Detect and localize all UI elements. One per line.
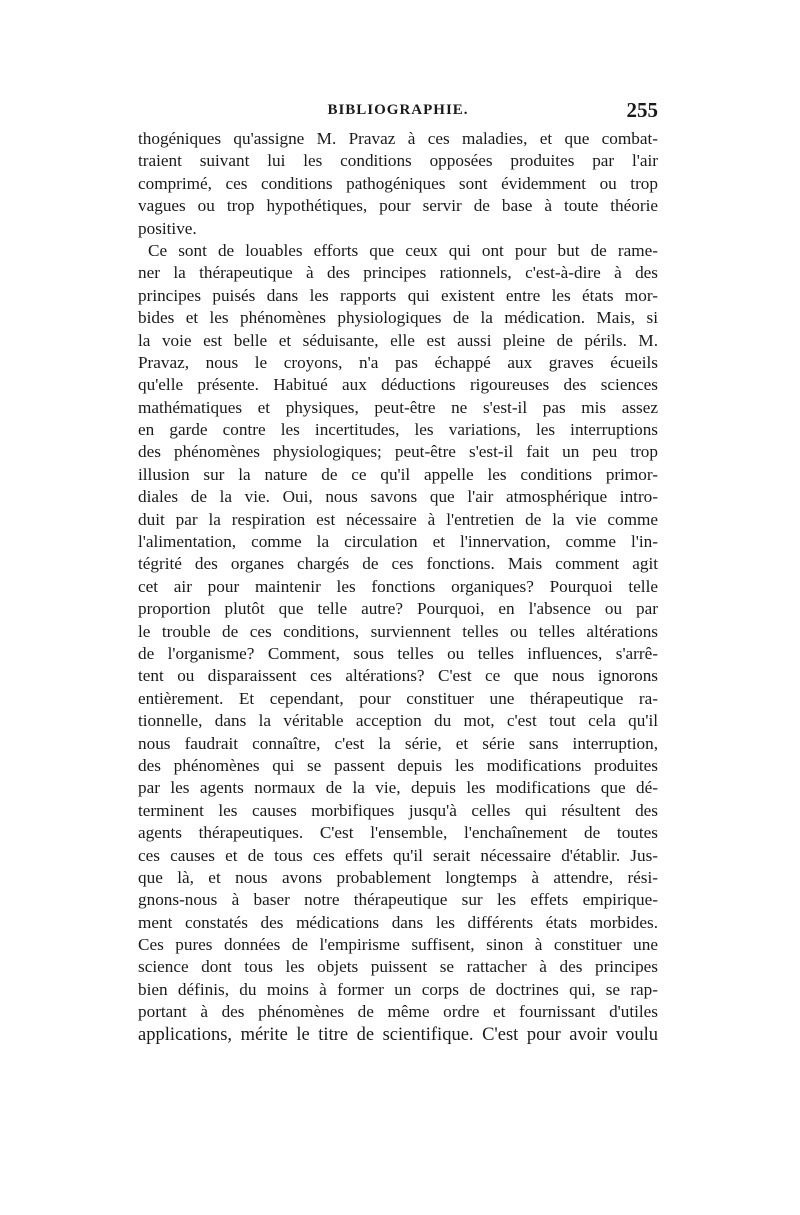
- text-line: tégrité des organes chargés de ces fonctions. Mais comment agit: [138, 554, 658, 574]
- text-line: Pravaz, nous le croyons, n'a pas échappé aux graves écueils: [138, 352, 658, 372]
- text-line: que là, et nous avons probablement longtemps à attendre, rési-: [138, 867, 658, 887]
- text-line: portant à des phénomènes de même ordre et fournissant d'utiles: [138, 1002, 658, 1022]
- text-line: par les agents normaux de la vie, depuis les modifications que dé-: [138, 778, 658, 798]
- book-page: [138, 98, 658, 1046]
- text-line: Ce sont de louables efforts que ceux qui ont pour but de rame-: [148, 240, 658, 260]
- text-line: comprimé, ces conditions pathogéniques sont évidemment ou trop: [138, 173, 658, 193]
- text-line: applications, mérite le titre de scientifique. C'est pour avoir voulu: [138, 1024, 658, 1045]
- text-line: nous faudrait connaître, c'est la série, et série sans interruption,: [138, 733, 658, 753]
- text-line: ment constatés des médications dans les différents états morbides.: [138, 912, 658, 932]
- text-line: bides et les phénomènes physiologiques de la médication. Mais, si: [138, 308, 658, 328]
- text-line: vagues ou trop hypothétiques, pour servir de base à toute théorie: [138, 196, 658, 216]
- text-line: en garde contre les incertitudes, les variations, les interruptions: [138, 420, 658, 440]
- text-line: tionnelle, dans la véritable acception du mot, c'est tout cela qu'il: [138, 711, 658, 731]
- text-line: diales de la vie. Oui, nous savons que l'air atmosphérique intro-: [138, 487, 658, 507]
- text-line: des phénomènes physiologiques; peut-être s'est-il fait un peu trop: [138, 442, 658, 462]
- text-line: illusion sur la nature de ce qu'il appelle les conditions primor-: [138, 464, 658, 484]
- running-title: BIBLIOGRAPHIE.: [327, 102, 469, 118]
- text-line: la voie est belle et séduisante, elle est aussi pleine de périls. M.: [138, 330, 658, 350]
- text-line: positive.: [138, 218, 197, 238]
- text-line: science dont tous les objets puissent se rattacher à des principes: [138, 957, 658, 977]
- text-line: traient suivant lui les conditions opposées produites par l'air: [138, 151, 658, 171]
- text-line: terminent les causes morbifiques jusqu'à celles qui résultent des: [138, 800, 658, 820]
- text-line: duit par la respiration est nécessaire à l'entretien de la vie comme: [138, 509, 658, 529]
- text-line: cet air pour maintenir les fonctions organiques? Pourquoi telle: [138, 576, 658, 596]
- text-line: qu'elle présente. Habitué aux déductions rigoureuses des sciences: [138, 375, 658, 395]
- text-line: agents thérapeutiques. C'est l'ensemble, l'enchaînement de toutes: [138, 823, 658, 843]
- body-text: [138, 128, 658, 1046]
- text-line: Ces pures données de l'empirisme suffisent, sinon à constituer une: [138, 935, 658, 955]
- text-line: principes puisés dans les rapports qui existent entre les états mor-: [138, 285, 658, 305]
- text-line: entièrement. Et cependant, pour constituer une thérapeutique ra-: [138, 688, 658, 708]
- text-line: ces causes et de tous ces effets qu'il serait nécessaire d'établir. Jus-: [138, 845, 658, 865]
- text-line: bien définis, du moins à former un corps de doctrines qui, se rap-: [138, 979, 658, 999]
- text-line: des phénomènes qui se passent depuis les modifications produites: [138, 755, 658, 775]
- page-number: 255: [626, 98, 658, 122]
- text-line: mathématiques et physiques, peut-être ne s'est-il pas mis assez: [138, 397, 658, 417]
- text-line: thogéniques qu'assigne M. Pravaz à ces maladies, et que combat-: [138, 129, 658, 148]
- text-line: de l'organisme? Comment, sous telles ou telles influences, s'arrê-: [138, 643, 658, 663]
- text-line: proportion plutôt que telle autre? Pourquoi, en l'absence ou par: [138, 599, 658, 619]
- text-line: tent ou disparaissent ces altérations? C'est ce que nous ignorons: [138, 666, 658, 686]
- text-line: ner la thérapeutique à des principes rationnels, c'est-à-dire à des: [138, 263, 658, 283]
- text-line: le trouble de ces conditions, surviennent telles ou telles altérations: [138, 621, 658, 641]
- text-line: l'alimentation, comme la circulation et l'innervation, comme l'in-: [138, 532, 658, 552]
- page-header: [138, 98, 658, 126]
- text-line: gnons-nous à baser notre thérapeutique sur les effets empirique-: [138, 890, 658, 910]
